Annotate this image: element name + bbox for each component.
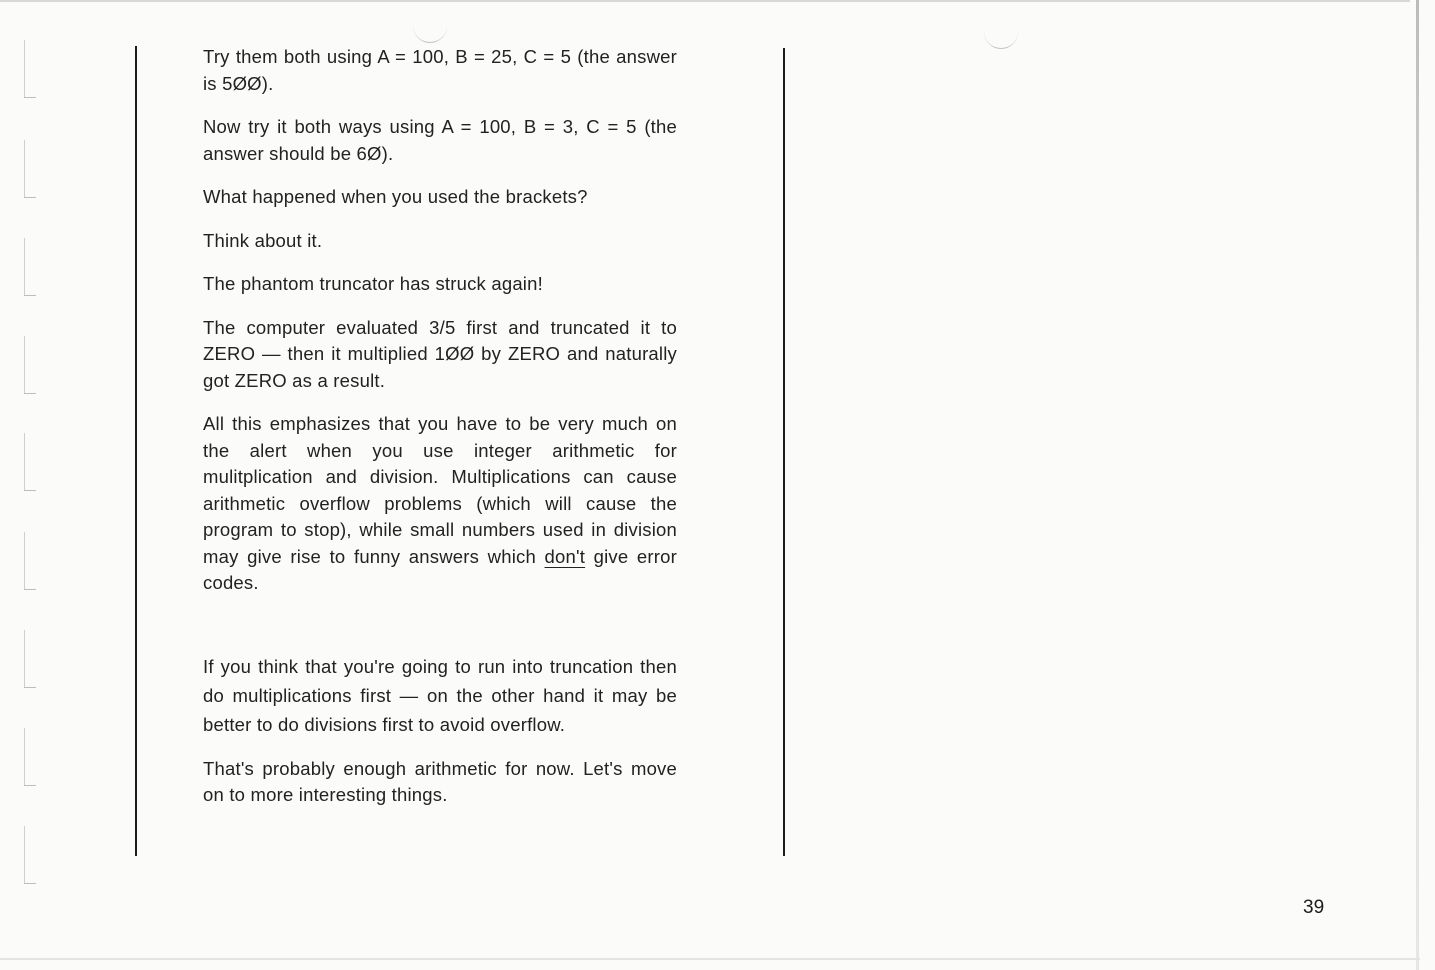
paragraph-truncation-advice: If you think that you're going to run into truncation then do multiplications first — on the other hand it may be better to do divisions first to avoid overflow. xyxy=(203,655,677,735)
punch-hole-arc xyxy=(413,24,447,43)
right-column-rule xyxy=(783,48,785,856)
binding-mark xyxy=(24,826,37,884)
paragraph-emphasizes xyxy=(203,411,677,597)
underlined-word: don't xyxy=(544,545,586,567)
paragraph-think: Think about it. xyxy=(203,229,323,251)
page-bottom-edge xyxy=(0,958,1420,960)
binding-mark xyxy=(24,40,37,98)
binding-mark xyxy=(24,140,37,198)
paragraph-brackets-question: What happened when you used the brackets? xyxy=(203,186,588,207)
page-right-edge xyxy=(1416,0,1419,970)
paragraph-emphasizes-end: give error codes. xyxy=(203,545,677,593)
page-number: 39 xyxy=(1303,897,1325,918)
binding-mark xyxy=(24,532,37,590)
paragraph-emphasizes-start: All this emphasizes that you have to be very much on the alert when you use integer arithmetic for mulitplication and division. Multiplications can cause arithmetic overflow problems (which will cause the program to stop), while small numbers used in division may give rise to funny answers which xyxy=(203,413,677,567)
left-column-rule xyxy=(135,46,137,856)
binding-mark xyxy=(24,238,37,296)
punch-hole-arc xyxy=(984,30,1018,49)
binding-mark xyxy=(24,728,37,786)
paragraph-enough: That's probably enough arithmetic for now. Let's move on to more interesting things. xyxy=(203,757,677,805)
paragraph-evaluated: The computer evaluated 3/5 first and truncated it to ZERO — then it multiplied 1ØØ by ZERO and naturally got ZERO as a result. xyxy=(203,316,677,391)
paragraph-phantom: The phantom truncator has struck again! xyxy=(203,273,543,294)
page-top-edge xyxy=(0,0,1410,2)
binding-mark xyxy=(24,336,37,394)
binding-mark xyxy=(24,630,37,688)
paragraph-try-both: Try them both using A = 100, B = 25, C = 5 (the answer is 5ØØ). xyxy=(203,46,677,94)
text-column xyxy=(203,44,677,826)
binding-mark xyxy=(24,433,37,491)
paragraph-try-both-ways: Now try it both ways using A = 100, B = 3, C = 5 (the answer should be 6Ø). xyxy=(203,116,677,164)
